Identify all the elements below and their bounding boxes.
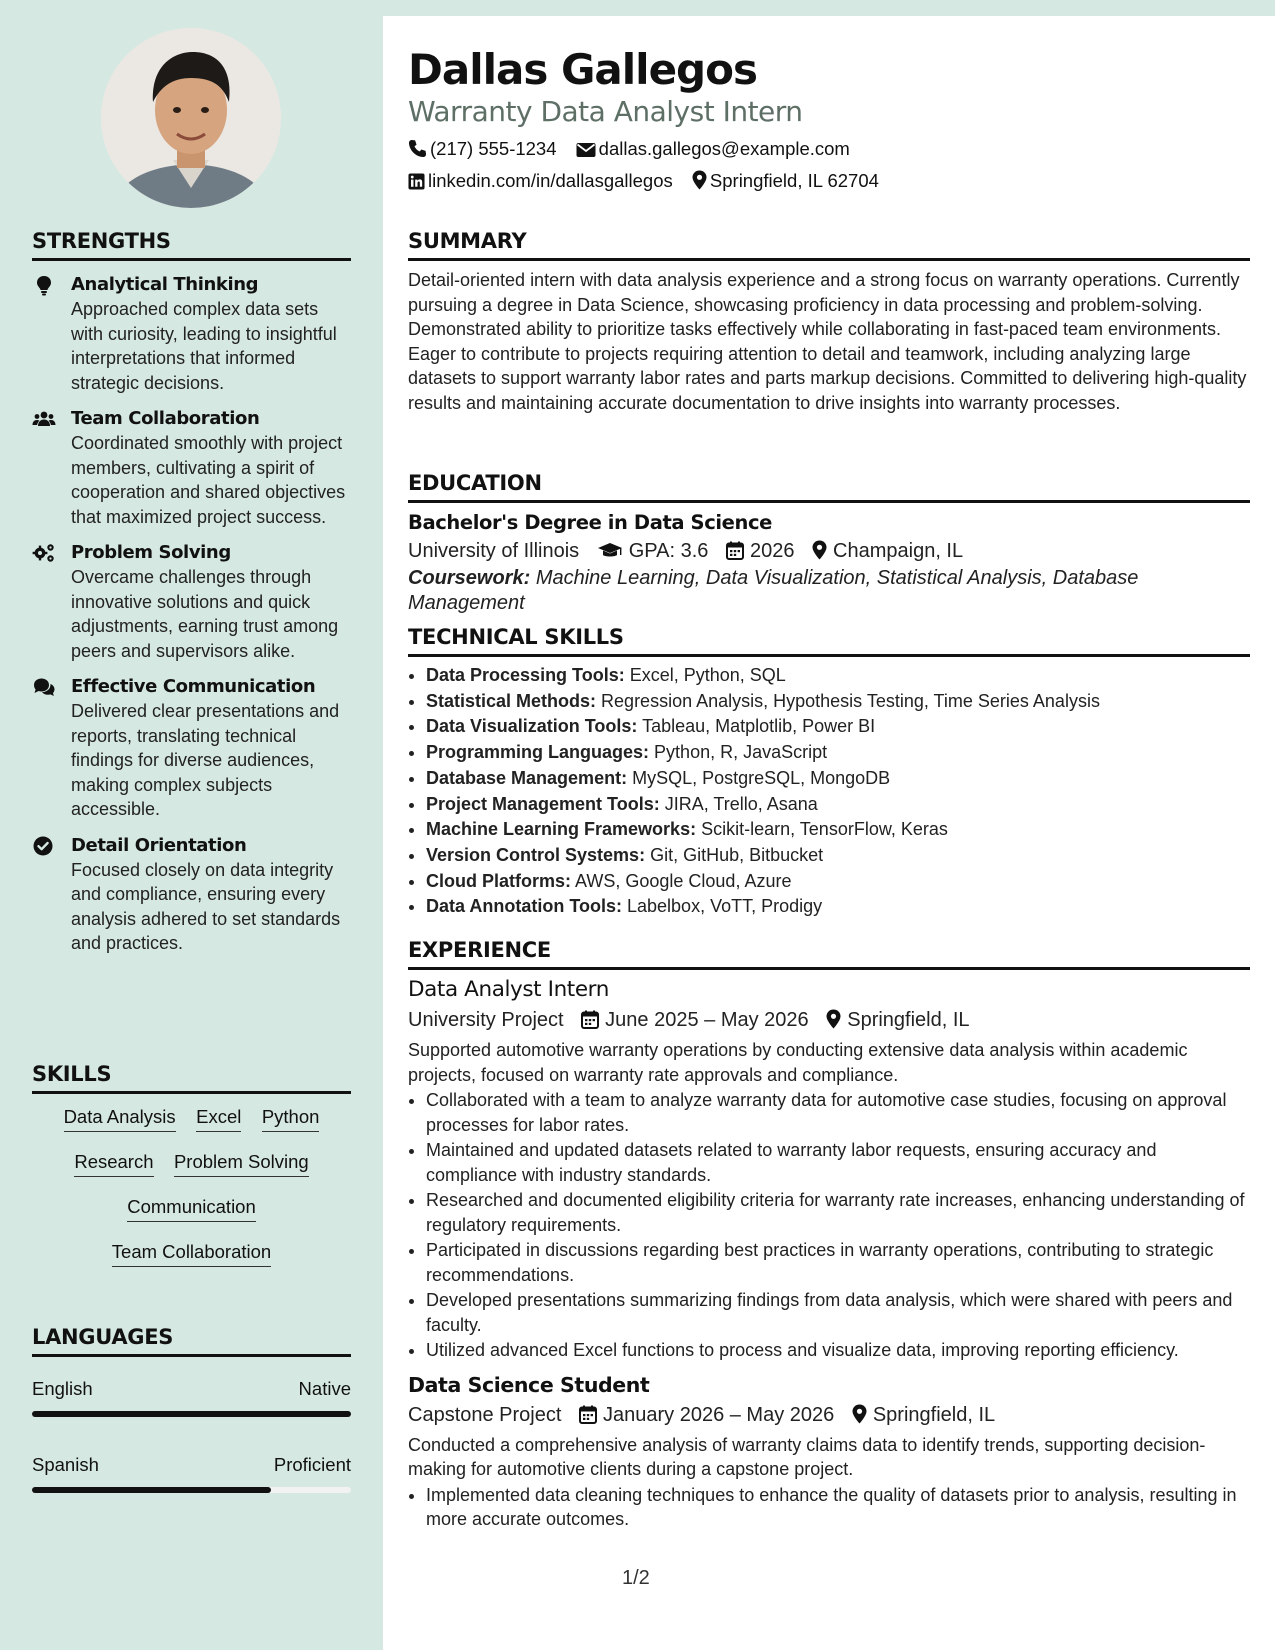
skill-tag: Problem Solving xyxy=(174,1149,309,1177)
list-item xyxy=(426,663,1250,689)
skill-values: Python, R, JavaScript xyxy=(654,742,828,763)
list-item xyxy=(426,714,1250,740)
experience-bullets xyxy=(408,1483,1250,1532)
gears-icon xyxy=(32,542,56,564)
list-item xyxy=(426,740,1250,766)
technical-skills-heading: TECHNICAL SKILLS xyxy=(408,625,624,649)
list-item: • Developed presentations summarizing findings from data analysis, which were shared with peers and faculty. xyxy=(426,1288,1250,1337)
education-meta xyxy=(408,536,1250,566)
experience-entry xyxy=(408,975,1250,1363)
graduation-cap-icon xyxy=(597,542,623,560)
section-divider xyxy=(32,258,351,261)
phone-contact xyxy=(408,133,557,165)
location-contact xyxy=(692,165,879,197)
list-item xyxy=(426,843,1250,869)
language-proficiency-fill xyxy=(32,1411,351,1417)
section-divider xyxy=(408,258,1250,261)
list-item: • Implemented data cleaning techniques to enhance the quality of datasets prior to analysis, resulting in more accurate outcomes. xyxy=(426,1483,1250,1532)
strength-description: Approached complex data sets with curiosity, leading to insightful interpretations that informed strategic decisions. xyxy=(71,299,337,393)
strengths-heading: STRENGTHS xyxy=(32,229,171,253)
skill-values: Labelbox, VoTT, Prodigy xyxy=(627,896,823,917)
technical-skills-section xyxy=(408,625,1250,920)
strength-item xyxy=(32,407,351,529)
linkedin-contact xyxy=(408,165,673,197)
experience-meta xyxy=(408,1400,1250,1430)
calendar-icon xyxy=(726,541,744,560)
experience-summary: Supported automotive warranty operations by conducting extensive data analysis within academic projects, focused on warranty rate approvals and compliance. xyxy=(408,1040,1188,1085)
skill-category: Cloud Platforms: xyxy=(426,870,572,891)
avatar xyxy=(101,28,281,208)
technical-skills-list xyxy=(408,663,1250,920)
skill-values: Git, GitHub, Bitbucket xyxy=(650,844,824,865)
map-pin-icon xyxy=(826,1009,841,1029)
language-proficiency-bar xyxy=(32,1411,351,1417)
profile-photo xyxy=(101,28,281,208)
map-pin-icon xyxy=(692,170,707,190)
strength-item xyxy=(32,834,351,956)
experience-dates: June 2025 – May 2026 xyxy=(605,1009,809,1031)
experience-meta xyxy=(408,1005,1250,1035)
language-proficiency-bar xyxy=(32,1487,351,1493)
coursework-label: Coursework: xyxy=(408,567,531,589)
list-item xyxy=(426,817,1250,843)
language-level: Proficient xyxy=(273,1454,351,1475)
location-text: Springfield, IL 62704 xyxy=(709,170,879,191)
strength-name: Detail Orientation xyxy=(71,834,247,856)
language-name: Spanish xyxy=(32,1454,99,1475)
list-item: • Collaborated with a team to analyze warranty data for automotive case studies, focusing on approval processes for labor rates. xyxy=(426,1088,1250,1137)
skill-category: Data Processing Tools: xyxy=(426,665,625,685)
skill-values: JIRA, Trello, Asana xyxy=(664,793,818,814)
list-item xyxy=(426,766,1250,792)
languages-heading: LANGUAGES xyxy=(32,1325,174,1349)
skill-values: Excel, Python, SQL xyxy=(629,665,786,685)
list-item: • Utilized advanced Excel functions to process and visualize data, improving reporting efficiency. xyxy=(426,1338,1250,1363)
skill-tag: Research xyxy=(74,1149,153,1177)
strength-name: Effective Communication xyxy=(71,676,316,697)
phone-text: (217) 555-1234 xyxy=(430,138,557,159)
experience-bullets xyxy=(408,1088,1250,1363)
coursework xyxy=(408,566,1250,615)
strength-item xyxy=(32,541,351,663)
list-item xyxy=(426,792,1250,818)
email-contact xyxy=(576,133,850,165)
main-content xyxy=(383,16,1275,1650)
experience-section xyxy=(408,938,1250,1533)
linkedin-text: linkedin.com/in/dallasgallegos xyxy=(428,170,673,191)
skill-values: MySQL, PostgreSQL, MongoDB xyxy=(632,767,891,788)
skill-values: Regression Analysis, Hypothesis Testing, Time Series Analysis xyxy=(601,690,1100,711)
list-item: • Researched and documented eligibility criteria for warranty rate increases, enhancing understanding of regulatory requirements. xyxy=(426,1188,1250,1237)
experience-entry xyxy=(408,1370,1250,1532)
calendar-icon xyxy=(581,1010,599,1029)
skill-tag: Communication xyxy=(127,1194,256,1222)
envelope-icon xyxy=(576,142,596,158)
skill-category: Data Visualization Tools: xyxy=(426,716,638,737)
strength-name: Team Collaboration xyxy=(71,408,260,429)
language-level: Native xyxy=(298,1378,351,1399)
job-title: Warranty Data Analyst Intern xyxy=(408,95,803,128)
experience-location: Springfield, IL xyxy=(872,1403,996,1426)
skill-category: Project Management Tools: xyxy=(426,793,660,814)
language-name: English xyxy=(32,1378,93,1399)
strength-description: Coordinated smoothly with project members, cultivating a spirit of cooperation and shared objectives that maximized project success. xyxy=(71,433,346,527)
skill-values: Tableau, Matplotlib, Power BI xyxy=(642,716,876,737)
section-divider xyxy=(408,654,1250,657)
language-proficiency-fill xyxy=(32,1487,271,1493)
contact-row xyxy=(408,133,1250,165)
section-divider xyxy=(32,1354,351,1357)
strength-description: Focused closely on data integrity and compliance, ensuring every analysis adhered to set standards and practices. xyxy=(71,859,341,953)
degree-title: Bachelor's Degree in Data Science xyxy=(408,511,772,534)
experience-location: Springfield, IL xyxy=(847,1009,970,1031)
skills-heading: SKILLS xyxy=(32,1062,112,1086)
section-divider xyxy=(32,1091,351,1094)
language-item xyxy=(32,1377,351,1417)
strength-name: Analytical Thinking xyxy=(71,274,259,295)
strength-description: Delivered clear presentations and reports, translating technical findings for diverse audiences, making complex subjects accessible. xyxy=(71,701,340,819)
map-pin-icon xyxy=(852,1404,867,1424)
experience-dates: January 2026 – May 2026 xyxy=(602,1403,835,1426)
school-name: University of Illinois xyxy=(408,540,580,562)
map-pin-icon xyxy=(812,540,827,560)
candidate-name: Dallas Gallegos xyxy=(408,45,757,94)
gpa-text: GPA: 3.6 xyxy=(628,540,709,562)
skill-values: Scikit-learn, TensorFlow, Keras xyxy=(701,819,948,840)
section-divider xyxy=(408,967,1250,970)
education-section xyxy=(408,471,1250,615)
skill-values: AWS, Google Cloud, Azure xyxy=(575,870,792,891)
list-item xyxy=(426,689,1250,715)
skill-category: Database Management: xyxy=(426,767,628,788)
lightbulb-icon xyxy=(32,274,56,296)
school-location: Champaign, IL xyxy=(833,540,964,562)
languages-section xyxy=(32,1325,351,1493)
graduation-year: 2026 xyxy=(749,540,795,562)
page-number: 1/2 xyxy=(622,1567,650,1589)
list-item xyxy=(426,869,1250,895)
skills-list xyxy=(32,1104,351,1267)
email-text: dallas.gallegos@example.com xyxy=(598,138,850,159)
skill-category: Data Annotation Tools: xyxy=(426,896,622,917)
skill-tag: Excel xyxy=(196,1104,241,1132)
linkedin-icon xyxy=(408,173,425,190)
strength-item xyxy=(32,675,351,822)
skill-category: Machine Learning Frameworks: xyxy=(426,819,697,840)
section-divider xyxy=(408,500,1250,503)
experience-title: Data Science Student xyxy=(408,1372,650,1397)
experience-org: University Project xyxy=(408,1009,564,1031)
comments-icon xyxy=(32,676,56,698)
experience-heading: EXPERIENCE xyxy=(408,938,551,962)
skill-category: Programming Languages: xyxy=(426,742,650,763)
contact-row xyxy=(408,165,1250,197)
skill-tag: Data Analysis xyxy=(64,1104,176,1132)
calendar-icon xyxy=(579,1405,597,1424)
list-item xyxy=(426,894,1250,920)
check-circle-icon xyxy=(32,835,56,857)
skill-tag: Python xyxy=(262,1104,320,1132)
summary-section xyxy=(408,229,1250,415)
experience-org: Capstone Project xyxy=(408,1403,562,1426)
skill-tag: Team Collaboration xyxy=(112,1239,271,1267)
phone-icon xyxy=(408,139,427,158)
strength-description: Overcame challenges through innovative solutions and quick adjustments, earning trust among peers and supervisors alike. xyxy=(71,567,339,661)
skill-category: Statistical Methods: xyxy=(426,690,597,711)
coursework-text: Machine Learning, Data Visualization, Statistical Analysis, Database Management xyxy=(408,567,1139,614)
list-item: • Participated in discussions regarding best practices in warranty operations, contributing to strategic recommendations. xyxy=(426,1238,1250,1287)
summary-text: Detail-oriented intern with data analysis experience and a strong focus on warranty operations. Currently pursuing a degree in Data Science, showcasing proficiency in data processing and problem-solving. Demonstrated ability to prioritize tasks effectively while collaborating in fast-paced team environments. Eager to contribute to projects requiring attention to detail and teamwork, including analyzing large datasets to support warranty labor rates and parts markup decisions. Committed to delivering high-quality results and maintaining accurate documentation to drive insights into warranty processes. xyxy=(408,270,1247,413)
strength-name: Problem Solving xyxy=(71,542,231,563)
strengths-section xyxy=(32,229,351,956)
education-heading: EDUCATION xyxy=(408,471,542,495)
users-icon xyxy=(32,408,56,430)
sidebar xyxy=(0,0,383,1650)
summary-heading: SUMMARY xyxy=(408,229,527,253)
skill-category: Version Control Systems: xyxy=(426,844,646,865)
header xyxy=(408,45,1250,197)
experience-title: Data Analyst Intern xyxy=(408,977,609,1002)
list-item: • Maintained and updated datasets related to warranty labor requests, ensuring accuracy and compliance with industry standards. xyxy=(426,1138,1250,1187)
experience-summary: Conducted a comprehensive analysis of warranty claims data to identify trends, supporting decision-making for automotive clients during a capstone project. xyxy=(408,1434,1206,1479)
skills-section xyxy=(32,1062,351,1284)
language-item xyxy=(32,1453,351,1493)
strength-item xyxy=(32,273,351,395)
